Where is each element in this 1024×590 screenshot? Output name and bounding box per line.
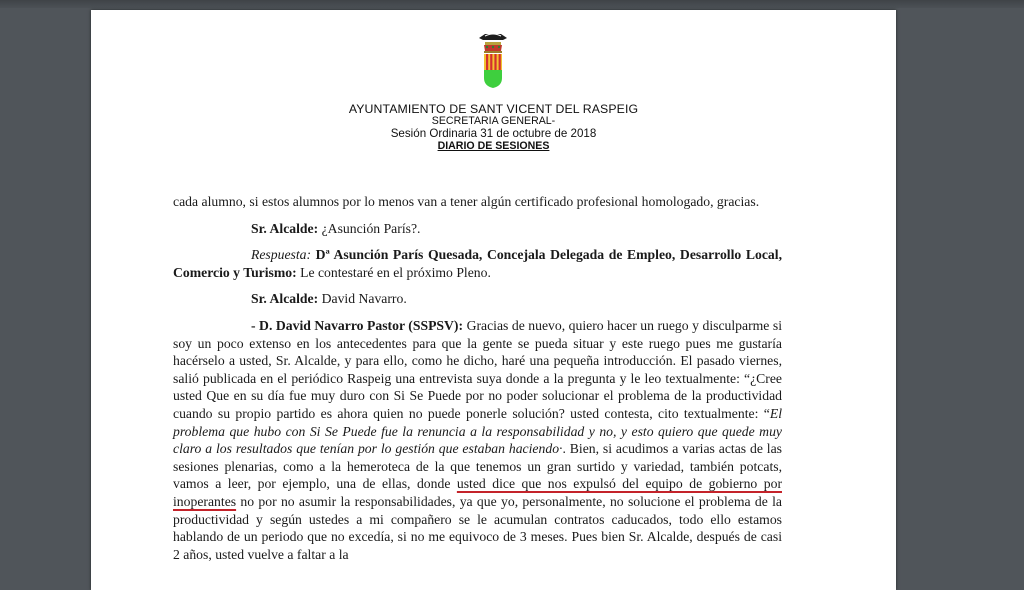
speech-text: David Navarro. [318,291,407,307]
quoted-italic-text: El problema que hubo con Si Se Puede fue la renuncia a la responsabilidad y no, y esto quiero que quede muy claro a los resultados que tenían por lo gestión que estaban haciendo· [173,405,782,457]
speech-text: Le contestaré en el próximo Pleno. [296,264,491,280]
document-header [91,103,896,152]
response-label: Respuesta: [251,247,312,263]
department-name: SECRETARIA GENERAL- [431,115,556,127]
paragraph-navarro [173,317,782,563]
coat-of-arms-icon [477,30,509,94]
speech-text: . Bien, si acudimos a varias actas de las sesiones plenarias, como a la hemeroteca de la que tenemos un gran surtido y variedad, también potcats, vamos a leer, por ejemplo, una de ellas, donde [173,441,782,492]
paragraph-response [173,246,782,281]
document-body [173,193,782,563]
speech-text: Gracias de nuevo, quiero hacer un ruego y disculparme si soy un poco extenso en los antecedentes para que la gente se pueda situar y este ruego pues me gustaría hacérselo a usted, Sr. Alcalde, y para ello, como he dicho, haré una pequeña introducción. El pasado viernes, salió publicada en el periódico Raspeig una entrevista suya donde a la pregunta y le leo textualmente: “¿Cree usted Que en su día fue muy duro con Si Se Puede por no poder solucionar el problema de la productividad cuando su propio partido es ahora quien no puede ponerle solución? usted contesta, cito textualmente: “ [173,317,782,421]
red-underlined-highlight: usted dice que nos expulsó del equipo de gobierno por inoperantes [173,476,782,509]
journal-title: DIARIO DE SESIONES [437,140,550,152]
viewer-top-bar [0,0,1024,8]
speaker-label: Dª Asunción París Quesada, Concejala Delegada de Empleo, Desarrollo Local, Comercio y Turismo: [173,247,782,280]
paragraph-mayor-1 [173,220,782,238]
speaker-label: Sr. Alcalde: [251,220,319,236]
speaker-label: Sr. Alcalde: [251,291,319,307]
speech-text: no por no asumir la responsabilidades, ya que yo, personalmente, no solucione el problema de la productividad y según ustedes a mi compañero se le acumulan contratos caducados, todo ello estamos hablando de un periodo que no excedía, si no me equivoco de 3 meses. Pues bien Sr. Alcalde, después de casi 2 años, usted vuelve a faltar a la [173,493,782,562]
institution-name: AYUNTAMIENTO DE SANT VICENT DEL RASPEIG [348,102,639,116]
paragraph-mayor-2 [173,290,782,308]
speaker-label: - D. David Navarro Pastor (SSPSV): [251,317,464,333]
document-page [91,10,896,590]
speech-text: ¿Asunción París?. [318,220,421,236]
paragraph-continuation: cada alumno, si estos alumnos por lo menos van a tener algún certificado profesional homologado, gracias. [173,194,760,209]
session-date: Sesión Ordinaria 31 de octubre de 2018 [390,127,597,140]
